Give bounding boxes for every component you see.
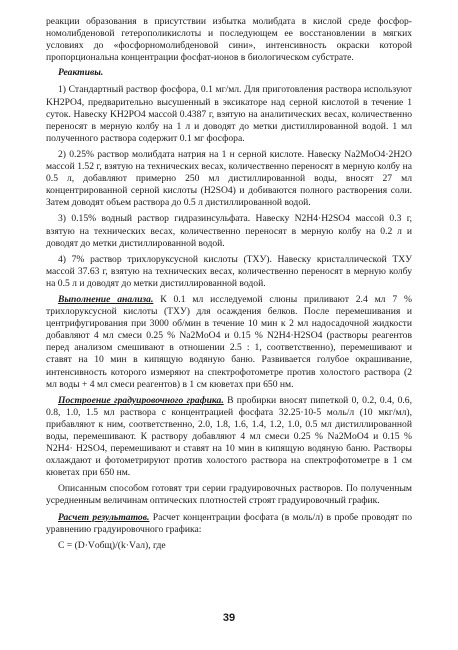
series-paragraph: Описанным способом готовят три серии градуировочных растворов. По полученным усредненным величинам оптических плотностей строят градуировочный график. (46, 483, 412, 507)
calculation-paragraph (46, 512, 412, 536)
reagents-heading: Реактивы. (58, 67, 104, 79)
formula: C = (D·Vобщ)/(k·Vал), где (58, 539, 166, 551)
reagent-1-paragraph: 1) Стандартный раствор фосфора, 0.1 мг/мл. Для приготовления раствора используют KH2PO4, предварительно высушенный в эксикаторе над серной кислотой в течение 1 суток. Навеску KH2PO4 массой 0.4387 г, взятую на аналитических весах, количественно переносят в мерную колбу на 1 л и доводят до метки дистиллированной водой. 1 мл полученного раствора содержит 0.1 мг фосфора. (46, 84, 412, 144)
calculation-heading: Расчет результатов. (58, 511, 150, 523)
reagent-2-paragraph: 2) 0.25% раствор молибдата натрия на 1 н серной кислоте. Навеску Na2MoO4·2H2O массой 1.52 г, взятую на технических весах, количественно переносят в мерную колбу на 0.5 л, добавляют примерно 250 мл дистиллированной воды, вносят 27 мл концентрированной серной кислоты (H2SO4) и добиваются полного растворения соли. Затем доводят объем раствора до 0.5 л дистиллированной водой. (46, 148, 412, 209)
procedure-text: К 0.1 мл исследуемой слюны приливают 2.4 мл 7 % трихлоруксусной кислоты (ТХУ) для осаждения белков. После перемешивания и центрифугирования при 3000 об/мин в течение 10 мин к 2 мл надосадочной жидкости добавляют 4 мл смеси 0.25 % Na2MoO4 и 0.15 % N2H4·H2SO4 (растворы реагентов перед анализом смешивают в отношении 2.5 : 1, соответственно), перемешивают и ставят на 10 мин в кипящую водяную баню. Развивается голубое окрашивание, интенсивность которого измеряют на спектрофотометре против холостого раствора (2 мл воды + 4 мл смеси реагентов) в 1 см кюветах при 650 нм. (46, 293, 412, 390)
calibration-paragraph (46, 395, 412, 480)
reagent-4-paragraph: 4) 7% раствор трихлоруксусной кислоты (ТХУ). Навеску кристаллической ТХУ массой 37.63 г, взятую на технических весах, количественно переносят в мерную колбу на 0.5 л и доводят до метки дистиллированной водой. (46, 253, 412, 289)
calculation-text: Расчет концентрации фосфата (в моль/л) в пробе проводят по уравнению градуировочного графика: (46, 511, 412, 535)
reagent-3-paragraph: 3) 0.15% водный раствор гидразинсульфата. Навеску N2H4·H2SO4 массой 0.3 г, взятую на технических весах, количественно переносят в мерную колбу на 0.2 л и доводят до метки дистиллированной водой. (46, 213, 412, 249)
intro-paragraph: реакции образования в присутствии избытка молибдата в кислой среде фосфорномолибденовой гетерополикислоты и последующем ее восстановлении в мягких условиях до «фосфорномолибденовой сини», интенсивность окраски которой пропорциональна концентрации фосфат-ионов в биологическом субстрате. (46, 16, 412, 64)
calibration-heading: Построение градуировочного графика. (58, 394, 224, 406)
procedure-heading: Выполнение анализа. (58, 293, 154, 305)
calibration-text: В пробирки вносят пипеткой 0, 0.2, 0.4, 0.6, 0.8, 1.0, 1.5 мл раствора с концентрацией фосфата 32.25·10-5 моль/л (10 мкг/мл), прибавляют к ним, соответственно, 2.0, 1.8, 1.6, 1.4, 1.2, 1.0, 0.5 мл дистиллированной воды, перемешивают. К раствору добавляют 4 мл смеси 0.25 % Na2MoO4 и 0.15 % N2H4· H2SO4, перемешивают и ставят на 10 мин в кипящую водяную баню. Растворы охлаждают и фотометрируют против холостого раствора на спектрофотометре в 1 см кюветах при 650 нм. (46, 394, 412, 479)
procedure-paragraph (46, 294, 412, 391)
page-number: 39 (222, 612, 236, 624)
